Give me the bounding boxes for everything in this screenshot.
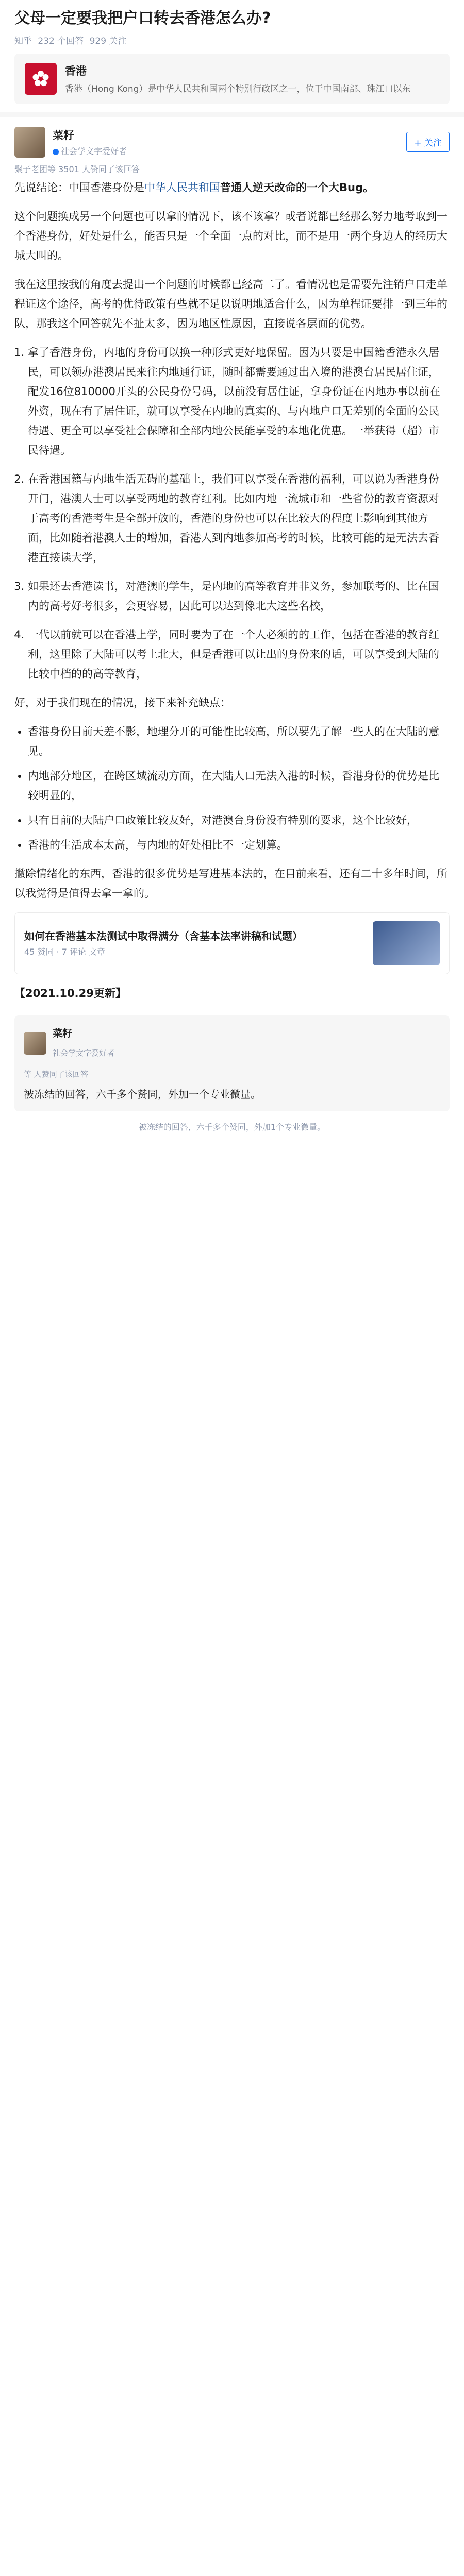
- quote-upvote: 等 人赞同了该回答: [24, 1069, 88, 1079]
- paragraph: 先说结论：中国香港身份是中华人民共和国普通人逆天改命的一个大Bug。: [14, 181, 374, 194]
- paragraph: 我在这里按我的角度去提出一个问题的时候都已经高二了。看情况也是需要先注销户口走单程证这个途径，高考的优待政策有些就不足以说明地适合什么，因为单程证要排一到三年的队，那我这个回答就先不扯太多，因为地区性原因，直接说各层面的优势。: [14, 278, 448, 330]
- avatar: [24, 1032, 46, 1055]
- list-item: 1. 拿了香港身份，内地的身份可以换一种形式更好地保留。因为只要是中国籍香港永久居民，可以领办港澳居民来往内地通行证，随时都需要通过出入境的港澳台居民居住证，配发16位810000开头的公民身份号码，以前没有居住证，拿身份证在内地办事以前在外资，现在有了居住证，就可以享受在内地的真实的、与内地户口无差别的全面的公民待遇、更全可以享受社会保障和全部内地公民能享受的本地化优惠。一举获得（超）市民待遇。: [28, 343, 450, 460]
- quote-caption: 被冻结的回答，六千多个赞同，外加1个专业微量。: [138, 1122, 326, 1132]
- question-title[interactable]: 父母一定要我把户口转去香港怎么办?: [14, 9, 271, 27]
- quote-author-badge: 社会学文字爱好者: [53, 1048, 115, 1058]
- paragraph: 撇除情绪化的东西，香港的很多优势是写进基本法的，在目前来看，还有二十多年时间，所以我觉得是值得去拿一拿的。: [14, 867, 448, 900]
- paragraph: 这个问题换成另一个问题也可以拿的情况下，该不该拿？或者说都已经那么努力地考取到一个香港身份，好处是什么，能否只是一个全面一点的对比，而不是用一两个身边人的经历大城大叫的。: [14, 210, 448, 262]
- bullet-list: [14, 722, 450, 855]
- list-item: 3. 如果还去香港读书，对港澳的学生，是内地的高等教育并非义务，参加联考的、比在国内的高考好考很多，会更容易，因此可以达到像北大这些名校，: [28, 577, 450, 616]
- numbered-list: [14, 343, 450, 684]
- quote-author-name: 菜籽: [53, 1027, 73, 1039]
- topic-card[interactable]: [14, 54, 450, 104]
- list-item: 2. 在香港国籍与内地生活无碍的基础上，我们可以享受在香港的福利，可以说为香港身份开门，港澳人士可以享受两地的教育红利。比如内地一流城市和一些省份的教育资源对于高考的香港考生是全部开放的，香港的身份也可以在比较大的程度上影响到其他方面，比如随着港澳人士的增加，香港人到内地参加高考的时候，比较可能的是无法去香港直接读大学，: [28, 469, 450, 567]
- update-note: 【2021.10.29更新】: [14, 987, 126, 999]
- follower-count: 929 关注: [89, 36, 127, 46]
- topic-desc: 香港（Hong Kong）是中华人民共和国两个特别行政区之一，位于中国南部、珠江口以东: [65, 84, 411, 94]
- divider: [0, 112, 464, 117]
- quoted-answer: [14, 1015, 450, 1111]
- topic-name: 香港: [65, 65, 87, 77]
- link-sub: 45 赞同 · 7 评论 文章: [24, 946, 106, 957]
- hong-kong-flower-icon: [25, 63, 57, 95]
- question-meta: [0, 29, 464, 54]
- verified-icon: [53, 149, 59, 155]
- article-link-card[interactable]: [14, 912, 450, 974]
- paragraph: 好，对于我们现在的情况，接下来补充缺点：: [14, 696, 231, 709]
- list-item: • 只有目前的大陆户口政策比较友好，对港澳台身份没有特别的要求，这个比较好，: [28, 810, 450, 830]
- list-item: 4. 一代以前就可以在香港上学，同时要为了在一个人必须的的工作，包括在香港的教育红利，这里除了大陆可以考上北大，但是香港可以让出的身份来的话，可以享受到大陆的比较中档的的高等教育，: [28, 625, 450, 684]
- answer-count[interactable]: 232 个回答: [38, 36, 84, 46]
- list-item: • 香港身份目前天差不影，地理分开的可能性比较高，所以要先了解一些人的在大陆的意见。: [28, 722, 450, 761]
- answer-body: [0, 178, 464, 1137]
- author-name[interactable]: 菜籽: [53, 129, 74, 142]
- upvote-line: 聚子老团等 3501 人赞同了该回答: [14, 164, 140, 174]
- author-badge: 社会学文字爱好者: [53, 145, 406, 157]
- inline-link[interactable]: 中华人民共和国: [144, 181, 220, 194]
- link-title: 如何在香港基本法测试中取得满分（含基本法率讲稿和试题）: [24, 929, 303, 942]
- link-thumbnail: [373, 921, 440, 965]
- avatar[interactable]: [14, 127, 45, 158]
- site-name: 知乎: [14, 36, 32, 46]
- author-row: [0, 117, 464, 162]
- list-item: • 香港的生活成本太高，与内地的好处相比不一定划算。: [28, 835, 450, 855]
- answer-page: [0, 0, 464, 1137]
- list-item: • 内地部分地区，在跨区域流动方面，在大陆人口无法入港的时候，香港身份的优势是比较明显的，: [28, 766, 450, 805]
- quote-text: 被冻结的回答，六千多个赞同，外加一个专业微量。: [24, 1088, 261, 1100]
- follow-button[interactable]: + 关注: [406, 132, 450, 152]
